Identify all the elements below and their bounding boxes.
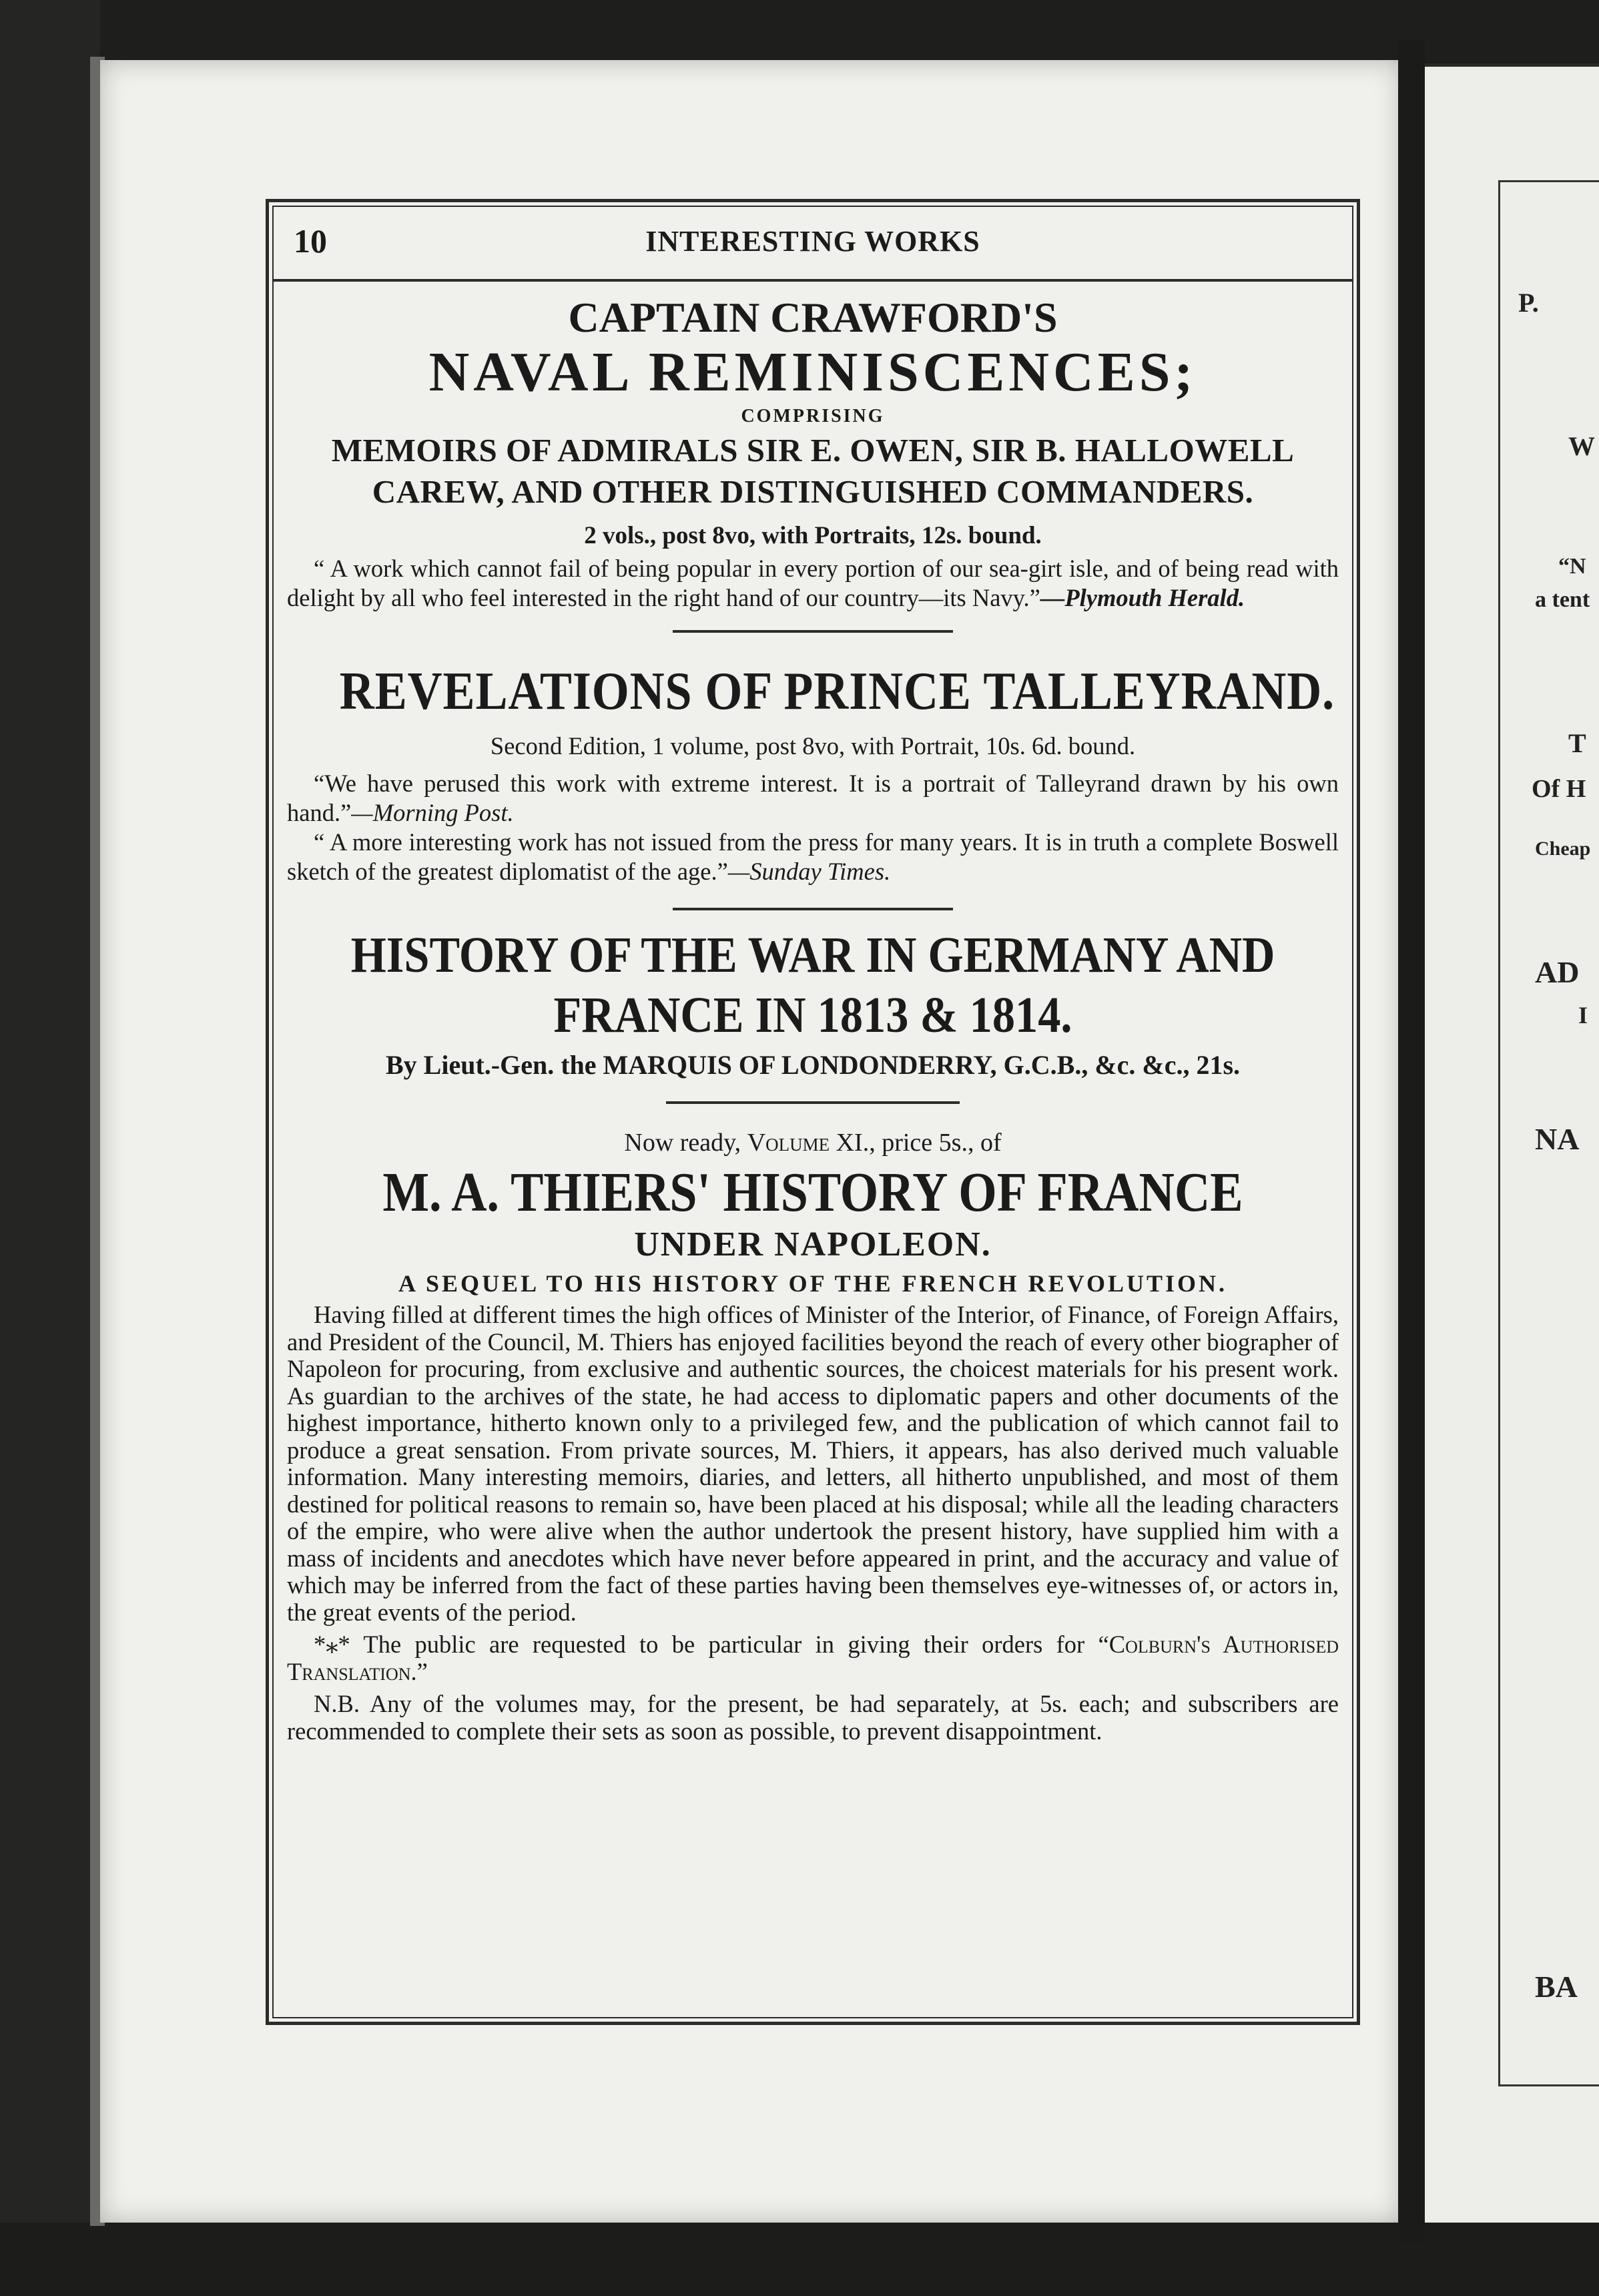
thiers-now-ready-prefix: Now ready,: [624, 1129, 741, 1157]
war-title-line2: FRANCE IN 1813 & 1814.: [553, 987, 1072, 1043]
thiers-body: Having filled at different times the high offices of Minister of the Interior, of Finance, of Foreign Affairs, and President of the Council, M. Thiers has enjoyed facilities beyond the reach of every other biographer of Napoleon for procuring, from exclusive and authentic sources, the choicest materials for his present work. As guardian to the archives of the state, he had access to diplomatic papers and other documents of the highest importance, hitherto known only to a privileged few, and the publication of which cannot fail to produce a great sensation. From private sources, M. Thiers, it appears, has also derived much valuable information. Many interesting memoirs, diaries, and letters, all hitherto unpublished, and most of them destined for political reasons to remain so, have been placed at his disposal; while all the leading characters of the empire, who were alive when the author undertook the present history, have supplied him with a mass of incidents and anecdotes which have never before appeared in print, and the accuracy and value of which may be inferred from the fact of these parties having been themselves eye-witnesses of, or actors in, the great events of the period.: [287, 1301, 1339, 1626]
facing-fragment: W: [1568, 431, 1595, 461]
facing-fragment: Cheap: [1535, 838, 1591, 860]
talleyrand-details: Second Edition, 1 volume, post 8vo, with Portrait, 10s. 6d. bound.: [490, 732, 1136, 760]
facing-fragment: BA: [1535, 1970, 1578, 2004]
thiers-subtitle: UNDER NAPOLEON.: [634, 1225, 992, 1263]
crawford-review-text: “ A work which cannot fail of being popular in every portion of our sea-girt isle, and of being read with delight by all who feel interested in the right hand of our country—its Navy.”: [287, 555, 1339, 611]
thiers-nb: N.B. Any of the volumes may, for the present, be had separately, at 5s. each; and subscribers are recommended to complete their sets as soon as possible, to prevent disappointment.: [287, 1690, 1339, 1745]
thiers-advert: [287, 1124, 1339, 1745]
crawford-memoirs-line1: MEMOIRS OF ADMIRALS SIR E. OWEN, SIR B. HALLOWELL: [331, 432, 1295, 469]
crawford-subtitle: NAVAL REMINISCENCES;: [428, 341, 1197, 403]
facing-fragment: “N: [1558, 554, 1586, 579]
crawford-details: 2 vols., post 8vo, with Portraits, 12s. bound.: [584, 522, 1042, 549]
talleyrand-review2-source: —Sunday Times.: [727, 858, 891, 885]
crawford-advert: [287, 294, 1339, 613]
crawford-review: [287, 554, 1339, 613]
facing-page: [1425, 67, 1599, 2223]
thiers-now-ready-suffix: , price 5s., of: [869, 1129, 1002, 1157]
crawford-review-source: —Plymouth Herald.: [1040, 584, 1245, 611]
scan-background-bottom: [0, 2223, 1599, 2296]
running-head: INTERESTING WORKS: [645, 225, 980, 258]
thiers-sequel: A SEQUEL TO HIS HISTORY OF THE FRENCH REVOLUTION.: [398, 1270, 1227, 1297]
thiers-now-ready: [287, 1124, 1339, 1161]
book-spine: [1398, 40, 1425, 2243]
facing-fragment: NA: [1535, 1122, 1580, 1156]
page-content: [287, 294, 1339, 1745]
crawford-comprising: COMPRISING: [741, 406, 885, 426]
talleyrand-title: REVELATIONS OF PRINCE TALLEYRAND.: [339, 662, 1335, 721]
talleyrand-review-2: [287, 828, 1339, 886]
talleyrand-review1-source: —Morning Post.: [351, 799, 514, 826]
thiers-volume: Volume XI.: [747, 1129, 870, 1157]
talleyrand-review2-text: “ A more interesting work has not issued from the press for many years. It is in truth a complete Boswell sketch of the greatest diplomatist of the age.”: [287, 828, 1339, 885]
crawford-title: CAPTAIN CRAWFORD'S: [568, 294, 1058, 341]
scan-background-left: [0, 0, 100, 2296]
war-byline: By Lieut.-Gen. the MARQUIS OF LONDONDERRY, G.C.B., &c. &c., 21s.: [385, 1050, 1241, 1080]
facing-fragment: AD: [1535, 955, 1580, 989]
facing-fragment: Of H: [1532, 775, 1586, 803]
page-header: [274, 215, 1352, 282]
thiers-title: M. A. THIERS' HISTORY OF FRANCE: [382, 1161, 1243, 1223]
facing-fragment: P.: [1518, 288, 1539, 318]
talleyrand-advert: [287, 659, 1339, 886]
facing-fragment: T: [1568, 728, 1586, 758]
notice-text: The public are requested to be particular in giving their orders for “: [363, 1631, 1109, 1658]
talleyrand-review1-text: “We have perused this work with extreme interest. It is a portrait of Talleyrand drawn by his own hand.”: [287, 770, 1339, 826]
scan-background-top: [0, 0, 1599, 63]
notice-title: Colburn's Authorised Translation.: [287, 1631, 1339, 1685]
notice-asterism: *⁎*: [314, 1631, 350, 1658]
crawford-memoirs-line2: CAREW, AND OTHER DISTINGUISHED COMMANDERS.: [372, 473, 1254, 510]
facing-fragment: I: [1578, 1002, 1588, 1029]
facing-fragment: a tent: [1535, 587, 1590, 612]
page-number: 10: [294, 222, 327, 260]
section-divider: [666, 1101, 960, 1104]
talleyrand-review-1: [287, 769, 1339, 828]
notice-end: ”: [416, 1657, 428, 1685]
section-divider: [673, 908, 953, 910]
thiers-notice: [287, 1631, 1339, 1685]
section-divider: [673, 630, 953, 633]
war-title-line1: HISTORY OF THE WAR IN GERMANY AND: [350, 927, 1275, 983]
war-history-advert: [287, 925, 1339, 1085]
